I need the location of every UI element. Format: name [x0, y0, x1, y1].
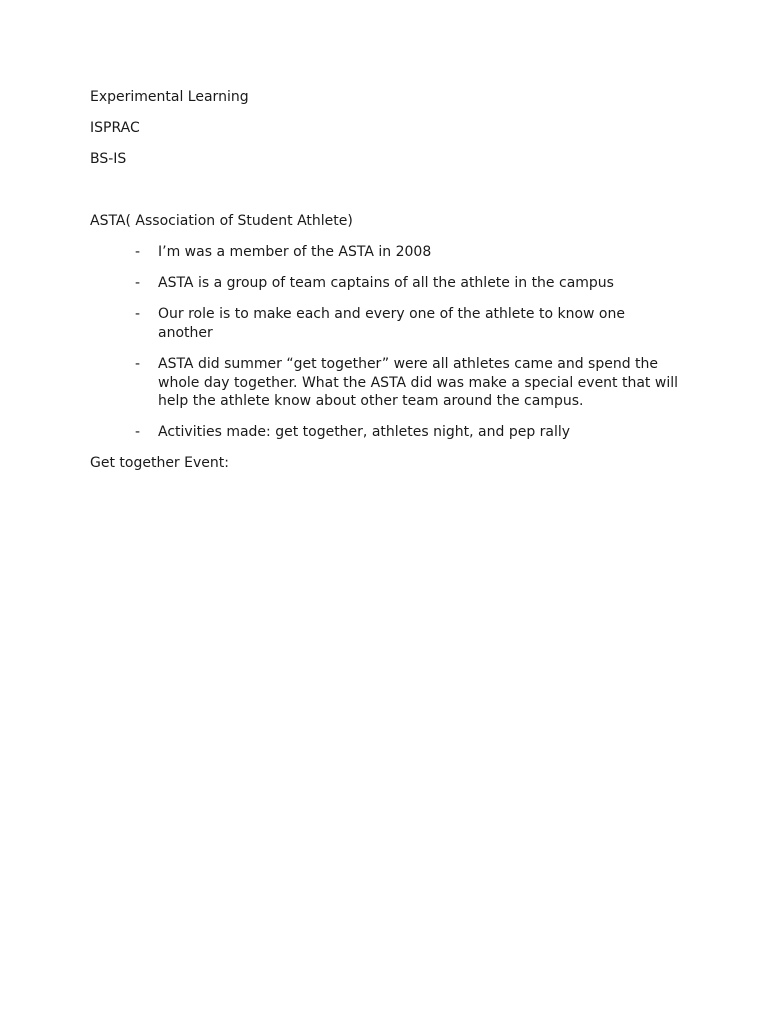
list-item-text: ASTA did summer “get together” were all athletes came and spend the whole day together. What the ASTA did was make a special event that will help the athlete know about other team around the campus. [158, 356, 678, 409]
list-item-text: ASTA is a group of team captains of all the athlete in the campus [158, 275, 614, 291]
course-code: ISPRAC [90, 120, 140, 136]
section-heading: ASTA( Association of Student Athlete) [90, 213, 353, 229]
program-name: BS-IS [90, 151, 127, 167]
document-title: Experimental Learning [90, 89, 249, 105]
dash-bullet-marker: - [135, 424, 141, 440]
dash-bullet-marker: - [135, 244, 141, 260]
dash-bullet-marker: - [135, 306, 141, 322]
list-item-text: I’m was a member of the ASTA in 2008 [158, 244, 432, 260]
dash-bullet-marker: - [135, 356, 141, 372]
event-heading: Get together Event: [90, 455, 229, 471]
list-item-text: Activities made: get together, athletes night, and pep rally [158, 424, 571, 440]
dash-bullet-marker: - [135, 275, 141, 291]
list-item-text: Our role is to make each and every one of the athlete to know one another [158, 306, 625, 341]
